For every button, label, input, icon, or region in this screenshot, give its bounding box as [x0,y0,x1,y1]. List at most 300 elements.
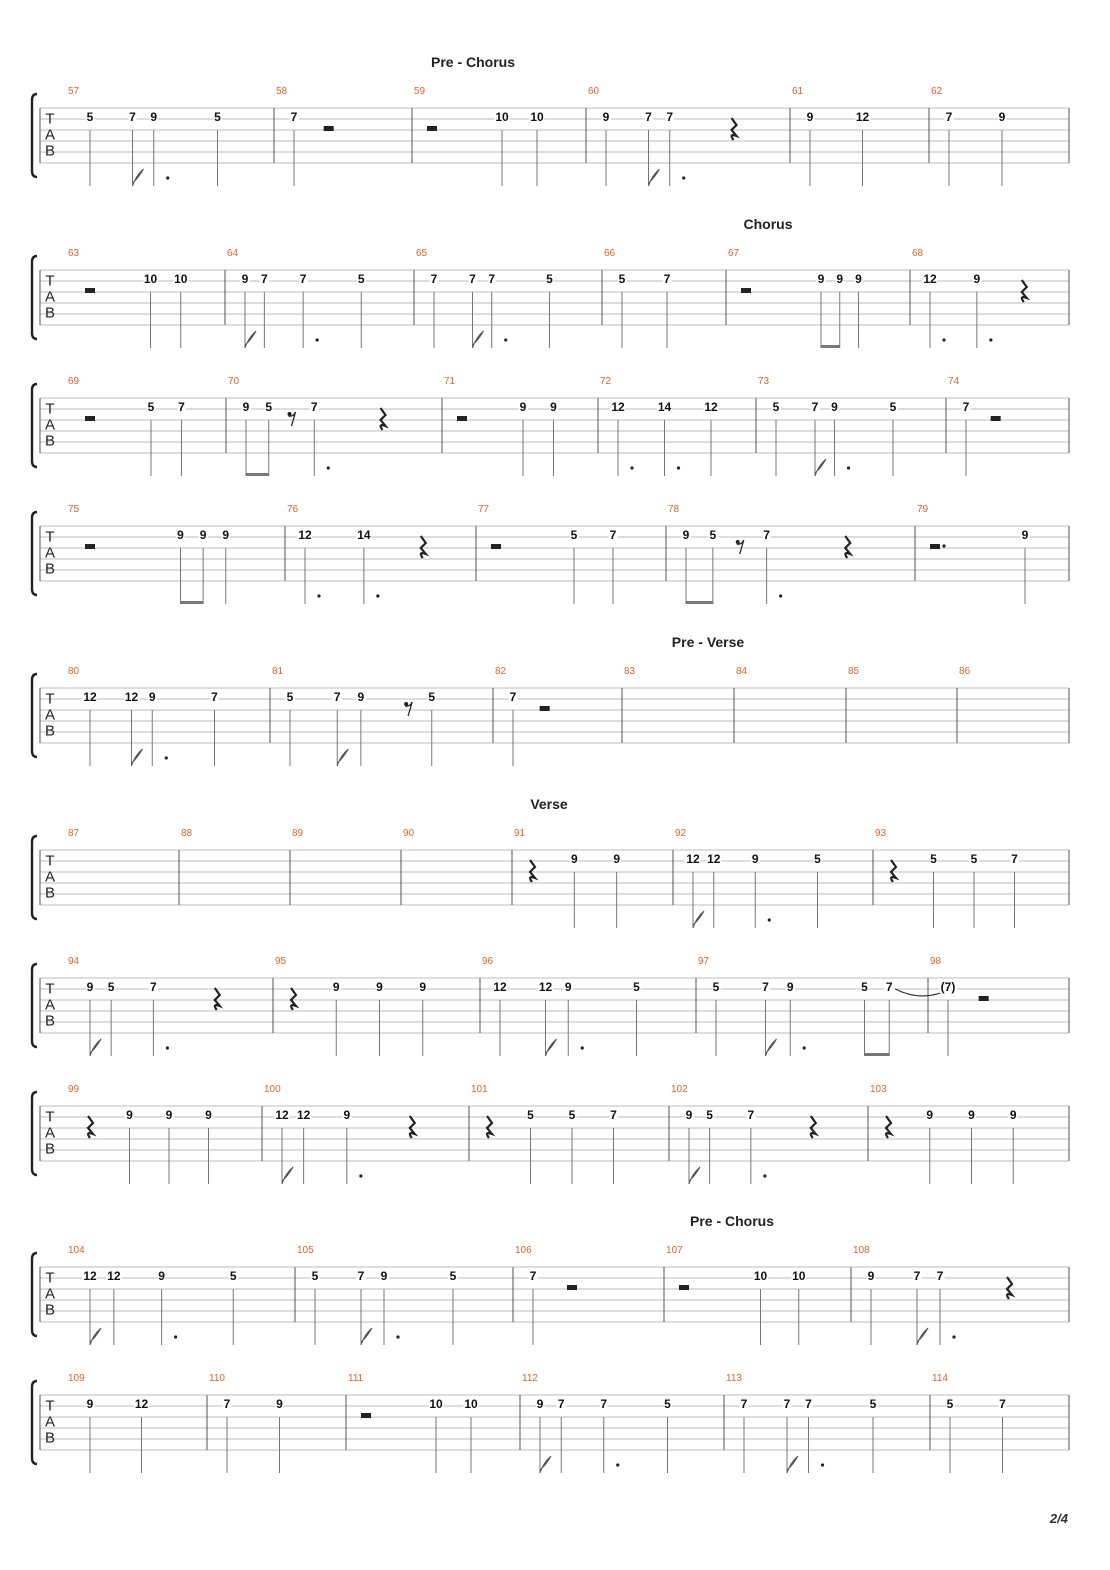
fret-number: 12 [134,1397,149,1411]
measure-number: 58 [276,86,288,97]
half-rest [427,126,437,131]
tab-clef-letter: T [45,110,55,128]
tab-clef-letter: T [45,1269,55,1287]
tab-clef-letter: B [44,1429,56,1447]
fret-number: 9 [536,1397,544,1411]
fret-number: 7 [600,1397,608,1411]
fret-number: 7 [469,272,476,286]
fret-number: 7 [299,272,307,286]
system-bracket [32,256,37,339]
tab-clef-letter: B [44,722,56,740]
half-rest [741,288,751,293]
fret-number: 7 [211,690,218,704]
dotted-note-dot [316,338,319,341]
fret-number: 5 [664,1397,671,1411]
tab-clef-letter: B [44,884,56,902]
fret-number: 9 [150,110,158,124]
fret-number: 5 [568,1108,576,1122]
fret-number: 9 [343,1108,351,1122]
measure-number: 91 [514,828,526,839]
fret-number: 14 [357,528,371,542]
tab-clef-letter: A [44,706,56,724]
tab-clef-letter: A [44,996,56,1014]
fret-number: 12 [855,110,870,124]
tab-clef-letter: A [44,288,56,306]
fret-number: 12 [296,1108,311,1122]
fret-number: 7 [223,1397,231,1411]
dotted-note-dot [174,1335,177,1338]
fret-number: 9 [126,1108,133,1122]
measure-number: 104 [68,1245,85,1256]
rest-dot [942,544,945,547]
fret-number: (7) [940,980,956,994]
fret-number: 7 [885,980,893,994]
dotted-note-dot [847,466,850,469]
fret-number: 7 [333,690,341,704]
fret-number: 9 [205,1108,212,1122]
fret-number: 10 [530,110,544,124]
fret-number: 5 [930,852,937,866]
measure-number: 90 [403,828,415,839]
system-bracket [32,1253,37,1336]
measure-number: 87 [68,828,80,839]
fret-number: 7 [811,400,819,414]
fret-number: 9 [376,980,383,994]
fret-number: 9 [1021,528,1029,542]
fret-number: 5 [214,110,221,124]
fret-number: 12 [275,1108,289,1122]
fret-number: 9 [241,272,249,286]
eighth-flag [337,749,348,766]
fret-number: 14 [657,400,672,414]
measure-number: 101 [471,1084,488,1095]
eighth-rest-dot [288,412,292,416]
eighth-flag [917,1328,928,1345]
fret-number: 5 [869,1397,877,1411]
half-rest [324,126,334,131]
tab-clef-letter: A [44,868,56,886]
tab-clef-letter: A [44,1124,56,1142]
dotted-note-dot [779,594,782,597]
beam [686,601,713,604]
quarter-rest [487,1116,492,1138]
measure-number: 75 [68,504,80,515]
tab-clef-letter: T [45,1108,55,1126]
fret-number: 7 [529,1269,537,1283]
fret-number: 9 [550,400,557,414]
beam [865,1053,890,1056]
dotted-note-dot [989,338,992,341]
fret-number: 7 [261,272,268,286]
quarter-rest [88,1116,93,1138]
fret-number: 9 [158,1269,165,1283]
dotted-note-dot [768,918,771,921]
fret-number: 12 [493,980,507,994]
measure-number: 105 [297,1245,314,1256]
measure-number: 82 [495,666,507,677]
tab-clef-letter: T [45,400,55,418]
tab-clef-letter: T [45,272,55,290]
quarter-rest [530,860,535,882]
fret-number: 9 [332,980,340,994]
quarter-rest [845,536,850,558]
fret-number: 7 [805,1397,812,1411]
measure-number: 92 [675,828,687,839]
fret-number: 5 [709,528,717,542]
system-bracket [32,384,37,467]
half-rest [361,1413,371,1418]
dotted-note-dot [396,1335,399,1338]
measure-number: 110 [209,1373,225,1384]
tab-system [32,256,1069,348]
half-rest [567,1285,577,1290]
fret-number: 7 [763,528,770,542]
fret-number: 10 [753,1269,768,1283]
fret-number: 5 [311,1269,319,1283]
fret-number: 12 [298,528,312,542]
measure-number: 80 [68,666,80,677]
fret-number: 9 [165,1108,173,1122]
quarter-rest [215,988,220,1010]
tab-clef-letter: T [45,980,55,998]
eighth-flag [361,1328,372,1345]
tab-clef-letter: B [44,432,56,450]
eighth-flag [473,331,484,348]
tab-clef-letter: B [44,304,56,322]
tab-system [32,964,1069,1056]
measure-number: 64 [227,248,239,259]
measure-number: 63 [68,248,80,259]
fret-number: 7 [999,1397,1006,1411]
fret-number: 7 [666,110,674,124]
half-rest [679,1285,689,1290]
fret-number: 7 [945,110,953,124]
fret-number: 7 [936,1269,944,1283]
fret-number: 7 [609,528,617,542]
quarter-rest [1022,280,1027,302]
half-rest [979,996,989,1001]
system-bracket [32,836,37,919]
tab-clef-letter: A [44,1285,56,1303]
fret-number: 5 [546,272,553,286]
tab-clef-letter: B [44,142,56,160]
tab-clef-letter: B [44,560,56,578]
tab-system [32,384,1069,476]
tab-clef-letter: T [45,528,55,546]
fret-number: 5 [147,400,155,414]
beam [181,601,204,604]
measure-number: 114 [932,1373,948,1384]
eighth-flag [815,459,826,476]
fret-number: 9 [855,272,862,286]
fret-number: 7 [129,110,136,124]
dotted-note-dot [821,1463,824,1466]
tab-system [32,1253,1069,1345]
dotted-note-dot [803,1046,806,1049]
eighth-flag [90,1039,101,1056]
measure-number: 57 [68,86,80,97]
fret-number: 9 [380,1269,388,1283]
measure-number: 74 [948,376,960,387]
dotted-note-dot [677,466,680,469]
quarter-rest [891,860,896,882]
dotted-note-dot [952,1335,955,1338]
fret-number: 5 [570,528,578,542]
eighth-flag [90,1328,101,1345]
tab-clef-letter: A [44,416,56,434]
half-rest [540,706,550,711]
measure-number: 102 [671,1084,688,1095]
tab-clef-letter: T [45,852,55,870]
measure-number: 96 [482,956,494,967]
measure-number: 61 [792,86,804,97]
measure-number: 72 [600,376,612,387]
section-label: Verse [530,796,568,812]
fret-number: 9 [242,400,250,414]
dotted-note-dot [581,1046,584,1049]
section-label: Pre - Chorus [689,1213,775,1229]
measure-number: 93 [875,828,887,839]
eighth-flag [133,169,144,186]
fret-number: 12 [107,1269,121,1283]
measure-number: 94 [68,956,80,967]
measure-number: 107 [666,1245,683,1256]
fret-number: 9 [276,1397,283,1411]
fret-number: 10 [143,272,158,286]
fret-number: 5 [86,110,94,124]
fret-number: 9 [570,852,578,866]
dotted-note-dot [616,1463,619,1466]
tab-system [32,674,1069,766]
eighth-flag [649,169,660,186]
fret-number: 7 [430,272,438,286]
dotted-note-dot [763,1174,766,1177]
fret-number: 7 [747,1108,755,1122]
tab-system [32,836,1069,928]
fret-number: 10 [792,1269,806,1283]
section-label: Pre - Verse [671,634,745,650]
tab-clef-letter: B [44,1012,56,1030]
fret-number: 12 [923,272,937,286]
tab-clef-letter: T [45,690,55,708]
measure-number: 113 [726,1373,742,1384]
fret-number: 9 [973,272,981,286]
fret-number: 7 [913,1269,921,1283]
fret-number: 9 [867,1269,875,1283]
tab-clef-letter: B [44,1140,56,1158]
fret-number: 9 [817,272,825,286]
measure-number: 108 [853,1245,870,1256]
measure-number: 65 [416,248,428,259]
fret-number: 9 [998,110,1006,124]
fret-number: 5 [889,400,897,414]
fret-number: 9 [786,980,794,994]
fret-number: 10 [464,1397,478,1411]
fret-number: 9 [751,852,759,866]
half-rest [85,416,95,421]
fret-number: 9 [1009,1108,1017,1122]
dotted-note-dot [376,594,379,597]
measure-number: 60 [588,86,600,97]
fret-number: 9 [148,690,156,704]
fret-number: 7 [150,980,157,994]
measure-number: 66 [604,248,616,259]
fret-number: 5 [428,690,436,704]
tab-system [32,512,1069,604]
fret-number: 9 [682,528,690,542]
fret-number: 9 [519,400,527,414]
fret-number: 9 [564,980,572,994]
fret-number: 7 [762,980,769,994]
page-number: 2/4 [1049,1511,1068,1526]
system-bracket [32,1381,37,1464]
fret-number: 9 [685,1108,693,1122]
tab-clef-letter: A [44,544,56,562]
measure-number: 88 [181,828,193,839]
half-rest [930,544,940,549]
half-rest [491,544,501,549]
fret-number: 5 [633,980,640,994]
eighth-flag [766,1039,777,1056]
measure-number: 73 [758,376,770,387]
beam [246,473,269,476]
tab-clef-letter: T [45,1397,55,1415]
measure-number: 106 [515,1245,532,1256]
fret-number: 10 [429,1397,443,1411]
measure-number: 97 [698,956,710,967]
beam [821,345,840,348]
measure-number: 112 [522,1373,538,1384]
fret-number: 5 [449,1269,457,1283]
fret-number: 5 [229,1269,237,1283]
quarter-rest [410,1116,415,1138]
quarter-rest [381,408,386,430]
fret-number: 9 [602,110,610,124]
fret-number: 12 [124,690,139,704]
system-bracket [32,964,37,1047]
fret-number: 5 [861,980,868,994]
dotted-note-dot [327,466,330,469]
measure-number: 81 [272,666,284,677]
eighth-flag [282,1167,293,1184]
measure-number: 95 [275,956,287,967]
dotted-note-dot [630,466,633,469]
measure-number: 59 [414,86,426,97]
fret-number: 9 [177,528,184,542]
measure-number: 109 [68,1373,85,1384]
measure-number: 79 [917,504,929,515]
fret-number: 9 [926,1108,934,1122]
fret-number: 12 [686,852,700,866]
fret-number: 5 [814,852,821,866]
quarter-rest [886,1116,891,1138]
system-bracket [32,1092,37,1175]
half-rest [991,416,1001,421]
eighth-flag [540,1456,551,1473]
dotted-note-dot [165,756,168,759]
measure-number: 62 [931,86,943,97]
measure-number: 89 [292,828,304,839]
fret-number: 12 [83,1269,97,1283]
fret-number: 9 [613,852,620,866]
measure-number: 77 [478,504,490,515]
fret-number: 9 [806,110,814,124]
dotted-note-dot [317,594,320,597]
fret-number: 7 [290,110,298,124]
measure-number: 84 [736,666,748,677]
half-rest [85,288,95,293]
eighth-flag [689,1167,700,1184]
dotted-note-dot [504,338,507,341]
half-rest [85,544,95,549]
fret-number: 12 [538,980,553,994]
fret-number: 9 [419,980,427,994]
fret-number: 5 [286,690,294,704]
fret-number: 9 [357,690,365,704]
eighth-rest-dot [404,702,408,706]
eighth-flag [693,911,704,928]
eighth-flag [132,749,143,766]
fret-number: 7 [310,400,318,414]
measure-number: 100 [264,1084,281,1095]
measure-number: 99 [68,1084,80,1095]
tab-system [32,1381,1069,1473]
measure-number: 70 [228,376,240,387]
fret-number: 5 [107,980,115,994]
eighth-flag [787,1456,798,1473]
system-bracket [32,512,37,595]
eighth-flag [245,331,256,348]
fret-number: 9 [968,1108,975,1122]
measure-number: 76 [287,504,299,515]
tab-system [32,94,1069,186]
measure-number: 71 [444,376,456,387]
measure-number: 78 [668,504,680,515]
fret-number: 9 [831,400,838,414]
tab-clef-letter: A [44,1413,56,1431]
tab-clef-letter: B [44,1301,56,1319]
fret-number: 5 [265,400,273,414]
fret-number: 7 [1011,852,1018,866]
quarter-rest [1007,1277,1012,1299]
fret-number: 12 [704,400,718,414]
fret-number: 10 [495,110,509,124]
tab-clef-letter: A [44,126,56,144]
measure-number: 111 [348,1373,364,1384]
fret-number: 5 [946,1397,954,1411]
fret-number: 5 [706,1108,713,1122]
measure-number: 69 [68,376,80,387]
quarter-rest [291,988,296,1010]
system-bracket [32,674,37,757]
fret-number: 7 [663,272,671,286]
section-label: Chorus [743,216,793,232]
dotted-note-dot [166,1046,169,1049]
fret-number: 5 [712,980,720,994]
fret-number: 9 [86,1397,94,1411]
measure-number: 98 [930,956,942,967]
half-rest [457,416,467,421]
tab-system [32,1092,1069,1184]
fret-number: 5 [527,1108,534,1122]
dotted-note-dot [942,338,945,341]
fret-number: 7 [488,272,496,286]
quarter-rest [732,118,737,140]
fret-number: 7 [783,1397,791,1411]
measure-number: 68 [912,248,924,259]
fret-number: 7 [645,110,652,124]
eighth-rest-dot [736,540,740,544]
